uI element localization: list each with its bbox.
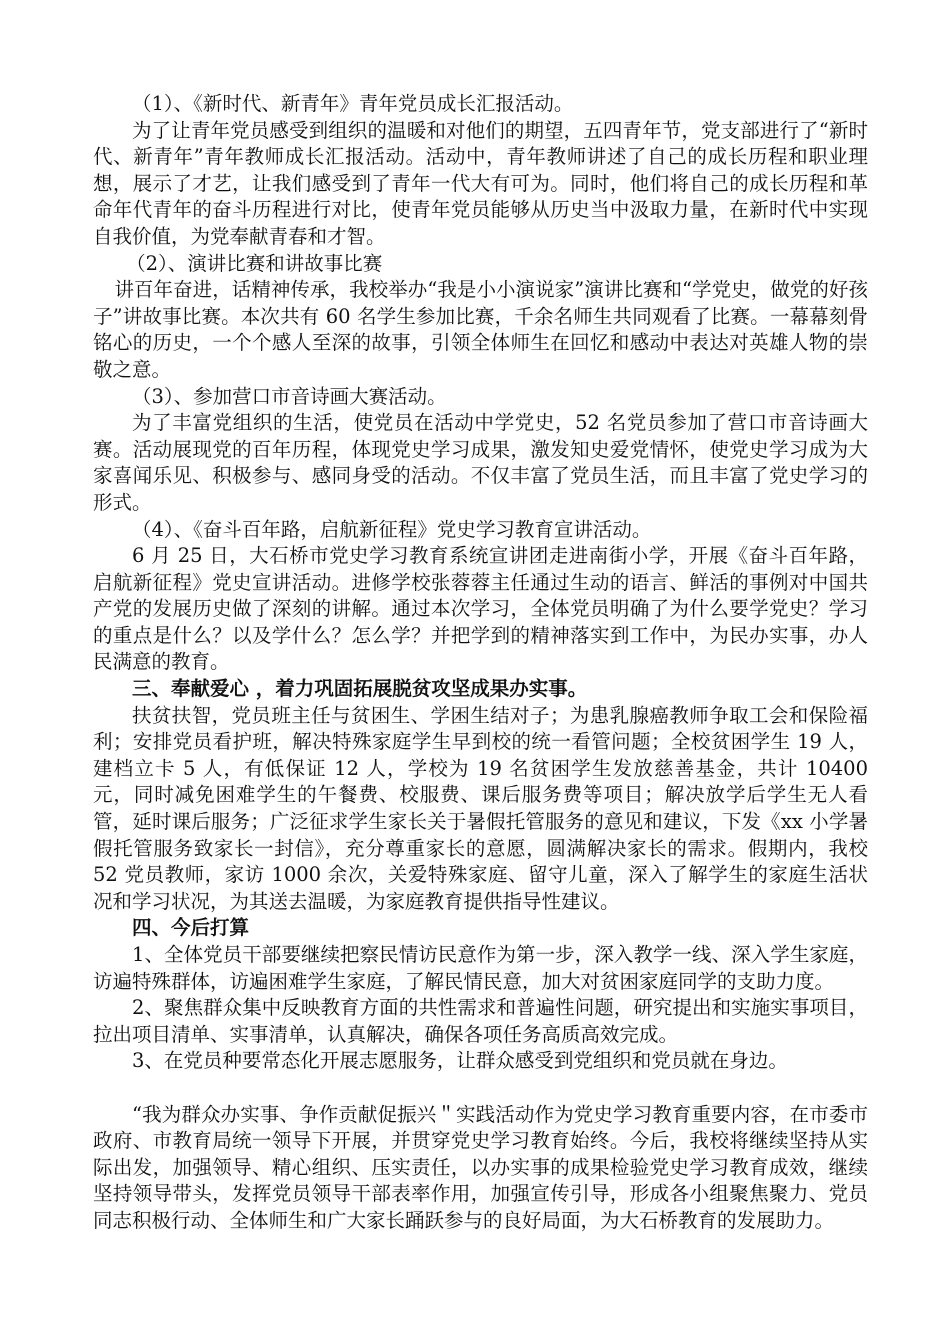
plan-item-2: 2、聚焦群众集中反映教育方面的共性需求和普遍性问题，研究提出和实施实事项目，拉出项目清单、实事清单，认真解决，确保各项任务高质高效完成。 xyxy=(93,996,868,1046)
paragraph-poverty-relief: 扶贫扶智，党员班主任与贫困生、学困生结对子；为患乳腺癌教师争取工会和保险福利；安排党员看护班，解决特殊家庭学生早到校的统一看管问题；全校贫困学生 19 人，建档立卡 5 人，有低保证 12 人，学校为 19 名贫困学生发放慈善基金，共计 10400 元，同时减免困难学生的午餐费、校服费、课后服务费等项目；解决放学后学生无人看管，延时课后服务；广泛征求学生家长关于暑假托管服务的意见和建议，下发《xx 小学暑假托管服务致家长一封信》，充分尊重家长的意愿，圆满解决家长的需求。假期内，我校 52 党员教师，家访 1000 余次，关爱特殊家庭、留守儿童，深入了解学生的家庭生活状况和学习状况，为其送去温暖，为家庭教育提供指导性建议。 xyxy=(93,703,868,913)
plan-item-3: 3、在党员种要常态化开展志愿服务，让群众感受到党组织和党员就在身边。 xyxy=(132,1049,788,1073)
plan-item-1: 1、全体党员干部要继续把察民情访民意作为第一步，深入教学一线、深入学生家庭，访遍特殊群体，访遍困难学生家庭，了解民情民意，加大对贫困家庭同学的支助力度。 xyxy=(93,943,868,993)
paragraph-poetry-contest: 为了丰富党组织的生活，使党员在活动中学党史，52 名党员参加了营口市音诗画大赛。活动展现党的百年历程，体现党史学习成果，激发知史爱党情怀，使党史学习成为大家喜闻乐见、积极参与、感同身受的活动。不仅丰富了党员生活，而且丰富了党史学习的形式。 xyxy=(93,411,868,514)
subsection-title-2: （2）、演讲比赛和讲故事比赛 xyxy=(126,251,383,275)
paragraph-youth-report: 为了让青年党员感受到组织的温暖和对他们的期望，五四青年节，党支部进行了“新时代、新青年”青年教师成长汇报活动。活动中，青年教师讲述了自己的成长历程和职业理想，展示了才艺，让我们感受到了青年一代大有可为。同时，他们将自己的成长历程和革命年代青年的奋斗历程进行对比，使青年党员能够从历史当中汲取力量，在新时代中实现自我价值，为党奉献青春和才智。 xyxy=(93,118,868,248)
blank-line xyxy=(93,1075,868,1102)
subsection-title-3: （3）、参加营口市音诗画大赛活动。 xyxy=(132,384,447,408)
paragraph-lecture-activity: 6 月 25 日，大石桥市党史学习教育系统宣讲团走进南街小学，开展《奋斗百年路，启航新征程》党史宣讲活动。进修学校张蓉蓉主任通过生动的语言、鲜活的事例对中国共产党的发展历史做了深刻的讲解。通过本次学习，全体党员明确了为什么要学党史？学习的重点是什么？以及学什么？怎么学？并把学到的精神落实到工作中，为民办实事，办人民满意的教育。 xyxy=(93,544,868,674)
paragraph-conclusion: “我为群众办实事、争作贡献促振兴＂实践活动作为党史学习教育重要内容，在市委市政府、市教育局统一领导下开展，并贯穿党史学习教育始终。今后，我校将继续坚持从实际出发，加强领导、精心组织、压实责任，以办实事的成果检验党史学习教育成效，继续坚持领导带头，发挥党员领导干部表率作用，加强宣传引导，形成各小组聚焦聚力、党员同志积极行动、全体师生和广大家长踊跃参与的良好局面，为大石桥教育的发展助力。 xyxy=(93,1102,868,1232)
document-page xyxy=(93,91,868,1235)
section-heading-3: 三、奉献爱心 ，着力巩固拓展脱贫攻坚成果办实事。 xyxy=(132,677,588,701)
subsection-title-4: （4）、《奋斗百年路，启航新征程》党史学习教育宣讲活动。 xyxy=(132,517,652,541)
paragraph-speech-contest: 讲百年奋进，话精神传承，我校举办“我是小小演说家”演讲比赛和“学党史，做党的好孩子”讲故事比赛。本次共有 60 名学生参加比赛，千余名师生共同观看了比赛。一幕幕刻骨铭心的历史，一个个感人至深的故事，引领全体师生在回忆和感动中表达对英雄人物的崇敬之意。 xyxy=(93,278,868,381)
section-heading-4: 四、今后打算 xyxy=(132,916,250,940)
subsection-title-1: （1）、《新时代、新青年》青年党员成长汇报活动。 xyxy=(132,92,574,115)
